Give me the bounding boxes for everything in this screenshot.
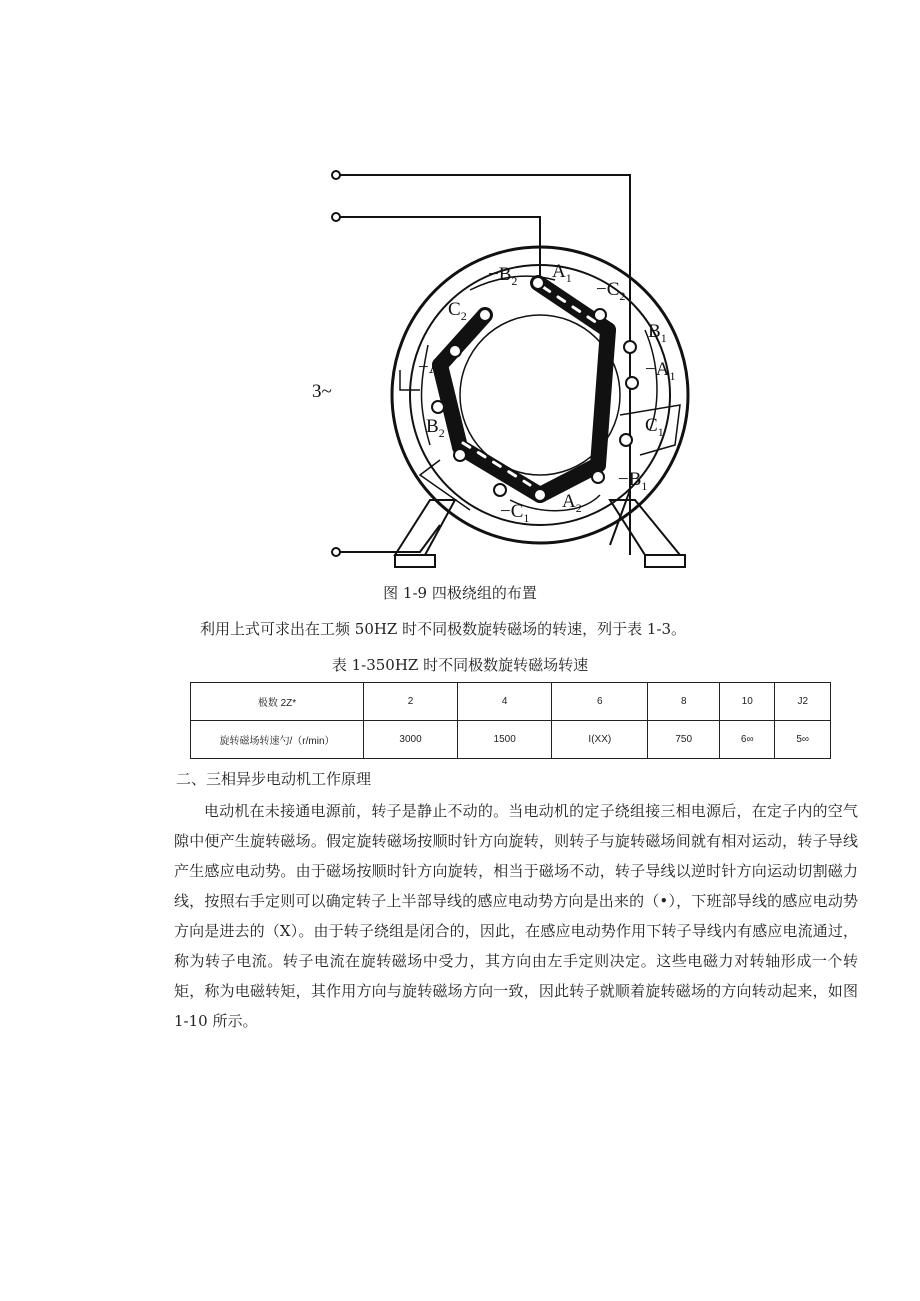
intro-sentence: 利用上式可求出在工频 50HZ 时不同极数旋转磁场的转速，列于表 1-3。 xyxy=(200,620,687,638)
figure-caption: 图 1-9 四极绕组的布置 xyxy=(383,584,537,602)
table-title: 表 1-350HZ 时不同极数旋转磁场转速 xyxy=(331,656,589,674)
svg-text:−A1: $-A_1$ xyxy=(645,359,676,383)
section-heading: 二、三相异步电动机工作原理 xyxy=(176,770,372,788)
table-cell: 2 xyxy=(364,683,458,721)
body-paragraph: 电动机在未接通电源前，转子是静止不动的。当电动机的定子绕组接三相电源后，在定子内的空气隙中便产生旋转磁场。假定旋转磁场按顺时针方向旋转，则转子与旋转磁场间就有相对运动，转子导线产生感应电动势。由于磁场按顺时针方向旋转，相当于磁场不动，转子导线以逆时针方向运动切割磁力线，按照右手定则可以确定转子上半部导线的感应电动势方向是出来的（•），下班部导线的感应电动势方向是进去的（X）。由于转子绕组是闭合的，因此，在感应电动势作用下转子导线内有感应电流通过，称为转子电流。转子电流在旋转磁场中受力，其方向由左手定则决定。这些电磁力对转轴形成一个转矩，称为电磁转矩，其作用方向与旋转磁场方向一致，因此转子就顺着旋转磁场的方向转动起来，如图 1-10 所示。 xyxy=(174,802,858,1030)
table-cell: I(XX) xyxy=(552,721,648,759)
table-cell: 旋转磁场转速勺/（r/min） xyxy=(191,721,364,759)
table-cell: 5∞ xyxy=(775,721,831,759)
four-pole-winding-diagram xyxy=(300,155,720,585)
svg-text:C2: $C_2$ xyxy=(448,299,467,323)
table-cell: 750 xyxy=(648,721,720,759)
svg-text:A1: $A_1$ xyxy=(552,261,572,285)
motor-winding-figure xyxy=(300,155,720,585)
svg-text:C1: $C_1$ xyxy=(645,415,664,439)
svg-text:−C1: $-C_1$ xyxy=(500,501,530,525)
svg-text:−A2: $-A_2$ xyxy=(418,357,449,381)
table-cell: J2 xyxy=(775,683,831,721)
supply-label: 3~ xyxy=(312,381,332,402)
svg-text:−B1: $-B_1$ xyxy=(618,469,648,493)
table-cell: 4 xyxy=(458,683,552,721)
table-cell: 极数 2Z* xyxy=(191,683,364,721)
table-cell: 3000 xyxy=(364,721,458,759)
svg-text:−B2: $-B_2$ xyxy=(488,264,518,288)
svg-text:−C2: $-C_2$ xyxy=(596,279,626,303)
table-cell: 6∞ xyxy=(720,721,775,759)
supply-wires xyxy=(332,171,630,556)
table-cell: 10 xyxy=(720,683,775,721)
table-row xyxy=(191,721,831,759)
svg-text:B1: $B_1$ xyxy=(648,321,667,345)
table-cell: 1500 xyxy=(458,721,552,759)
svg-text:B2: $B_2$ xyxy=(426,416,445,440)
speed-table xyxy=(190,682,831,759)
table-cell: 6 xyxy=(552,683,648,721)
table-cell: 8 xyxy=(648,683,720,721)
table-row xyxy=(191,683,831,721)
svg-text:A2: $A_2$ xyxy=(562,491,582,515)
